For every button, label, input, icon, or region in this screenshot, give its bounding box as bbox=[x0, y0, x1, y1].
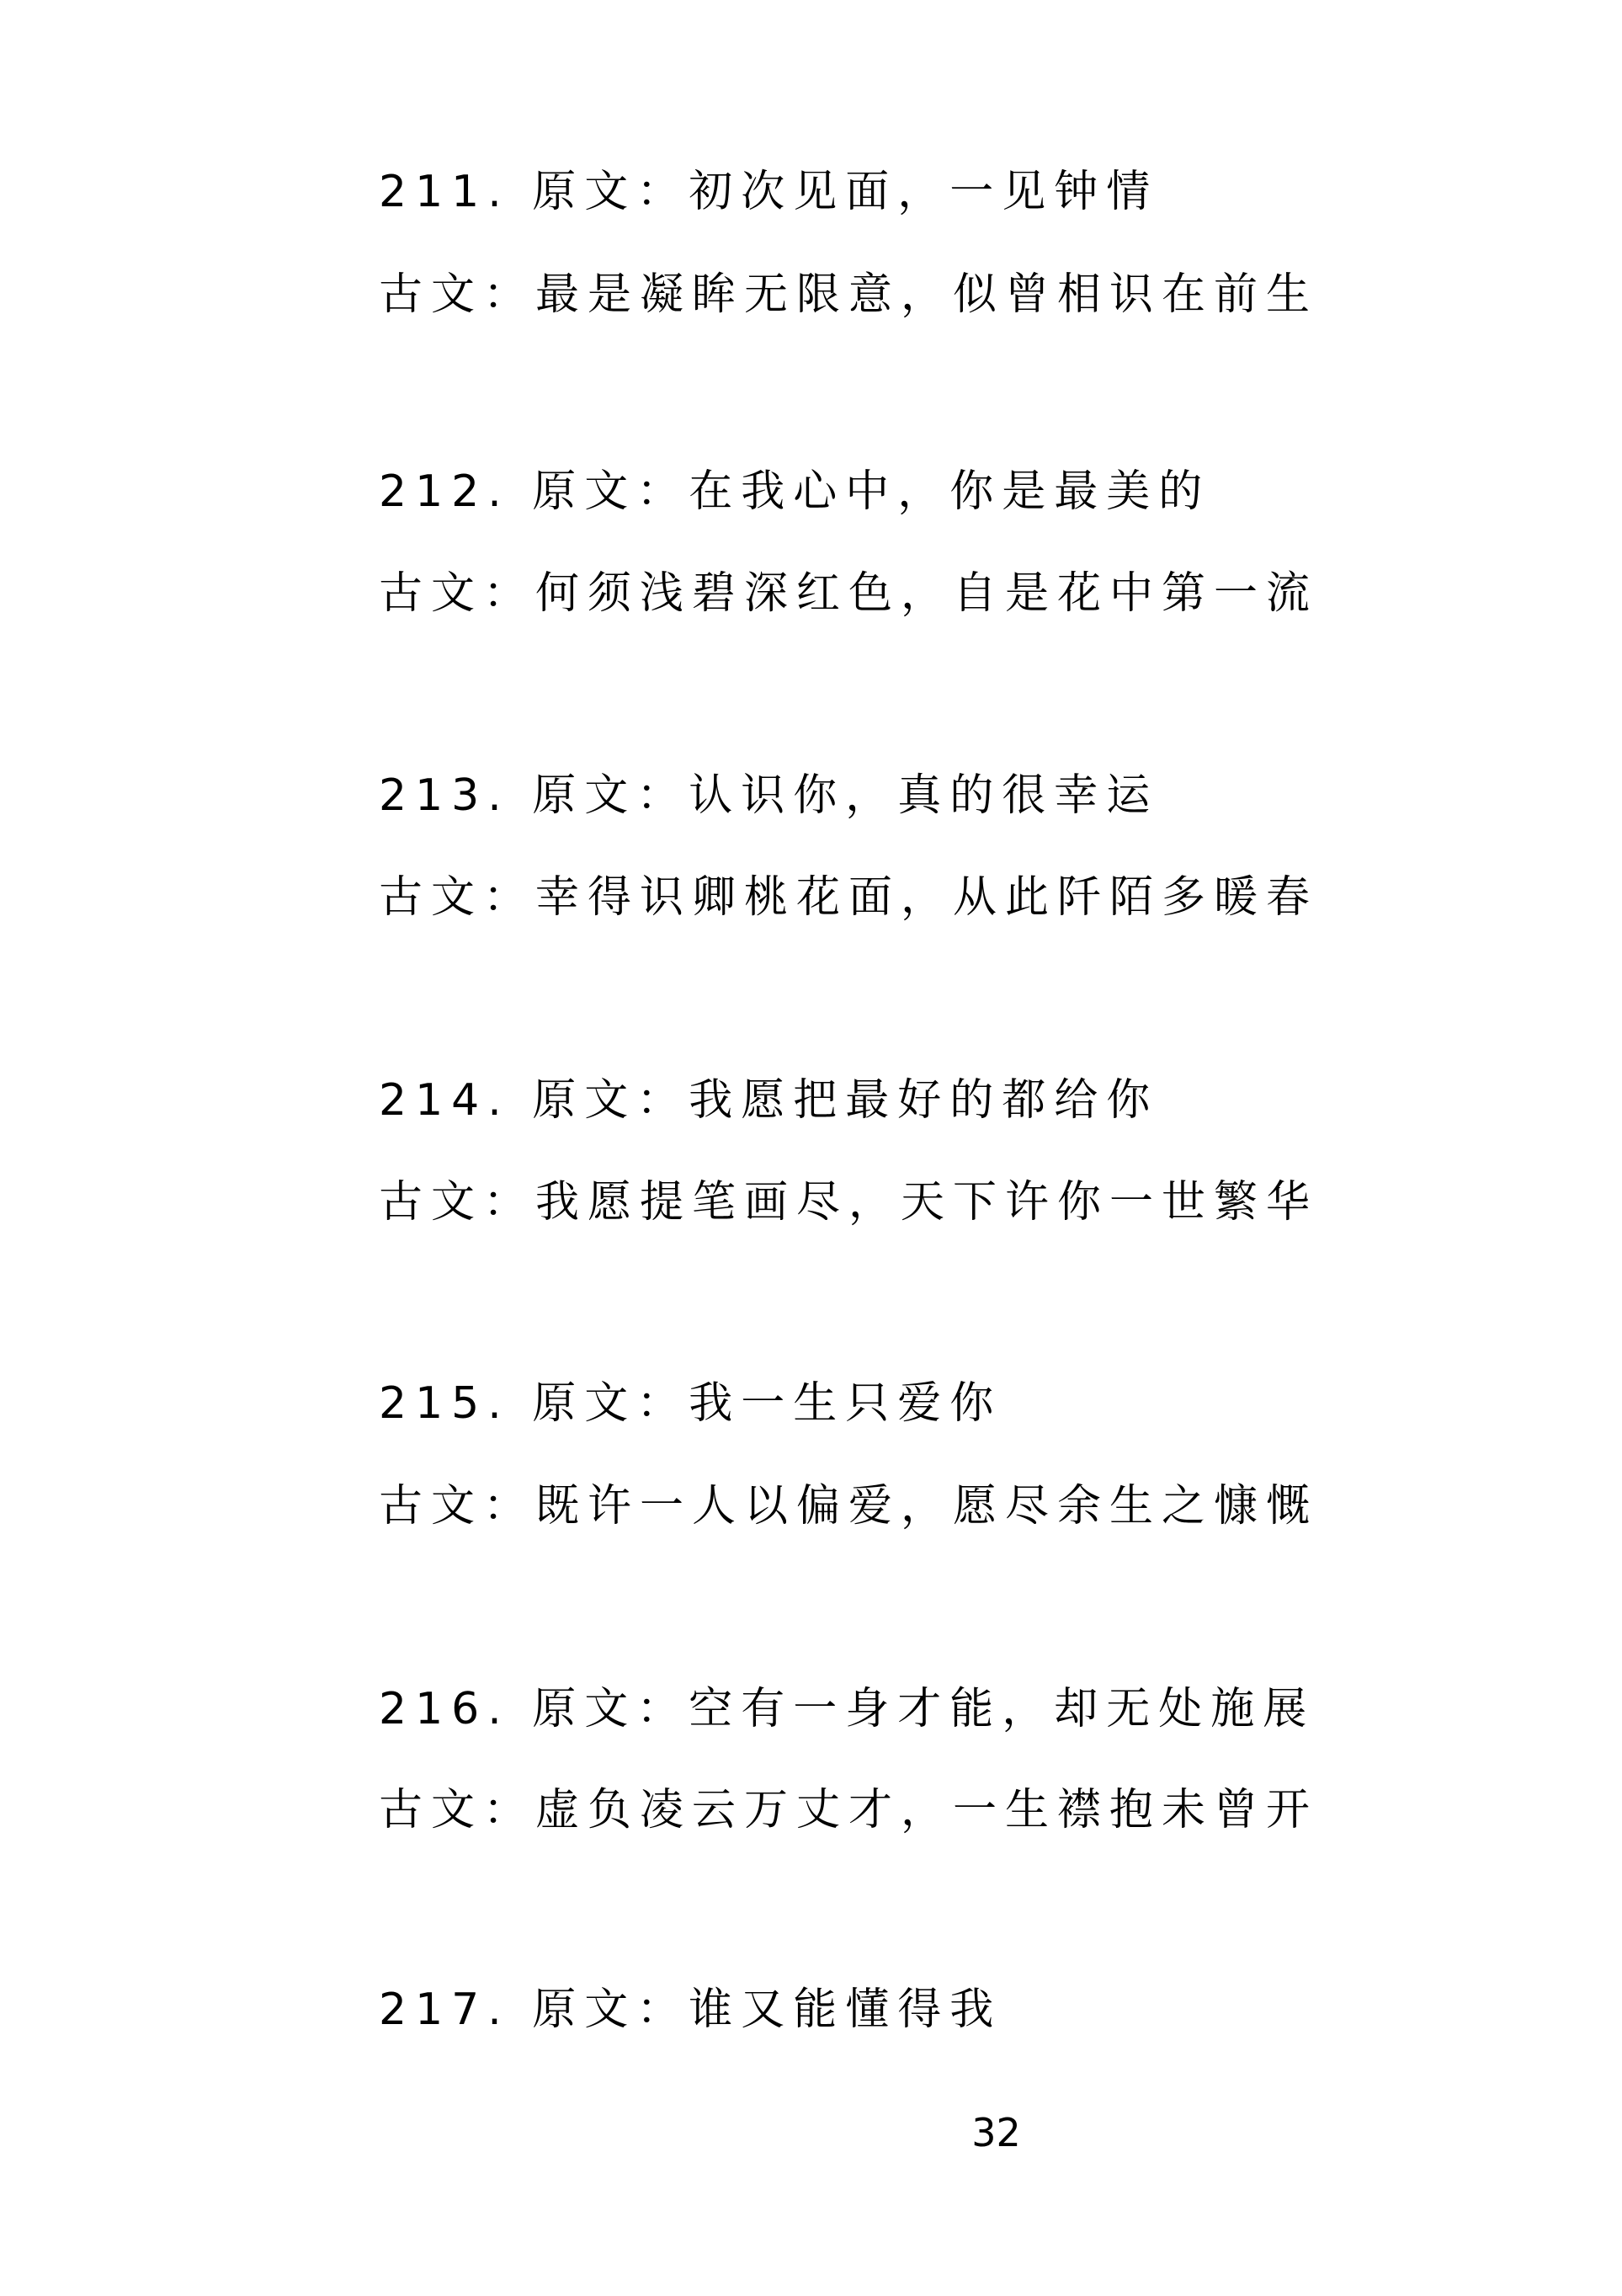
entry-212-original: 212. 原文：在我心中，你是最美的 bbox=[379, 466, 1211, 517]
entry-215-original: 215. 原文：我一生只爱你 bbox=[379, 1378, 1002, 1429]
entry-214-original: 214. 原文：我愿把最好的都给你 bbox=[379, 1075, 1159, 1126]
entry-213-original: 213. 原文：认识你，真的很幸运 bbox=[379, 770, 1159, 821]
entry-213-classical: 古文：幸得识卿桃花面，从此阡陌多暖春 bbox=[379, 872, 1319, 923]
entry-211-original: 211. 原文：初次见面，一见钟情 bbox=[379, 167, 1159, 217]
page-number: 32 bbox=[971, 2110, 1021, 2155]
entry-214-classical: 古文：我愿提笔画尽，天下许你一世繁华 bbox=[379, 1177, 1319, 1228]
entry-211-classical: 古文：最是凝眸无限意，似曾相识在前生 bbox=[379, 269, 1319, 320]
entry-212-classical: 古文：何须浅碧深红色，自是花中第一流 bbox=[379, 568, 1319, 619]
entry-215-classical: 古文：既许一人以偏爱，愿尽余生之慷慨 bbox=[379, 1481, 1319, 1532]
entry-216-classical: 古文：虚负凌云万丈才，一生襟抱未曾开 bbox=[379, 1785, 1319, 1835]
entry-216-original: 216. 原文：空有一身才能，却无处施展 bbox=[379, 1684, 1316, 1734]
entry-217-original: 217. 原文：谁又能懂得我 bbox=[379, 1984, 1002, 2035]
